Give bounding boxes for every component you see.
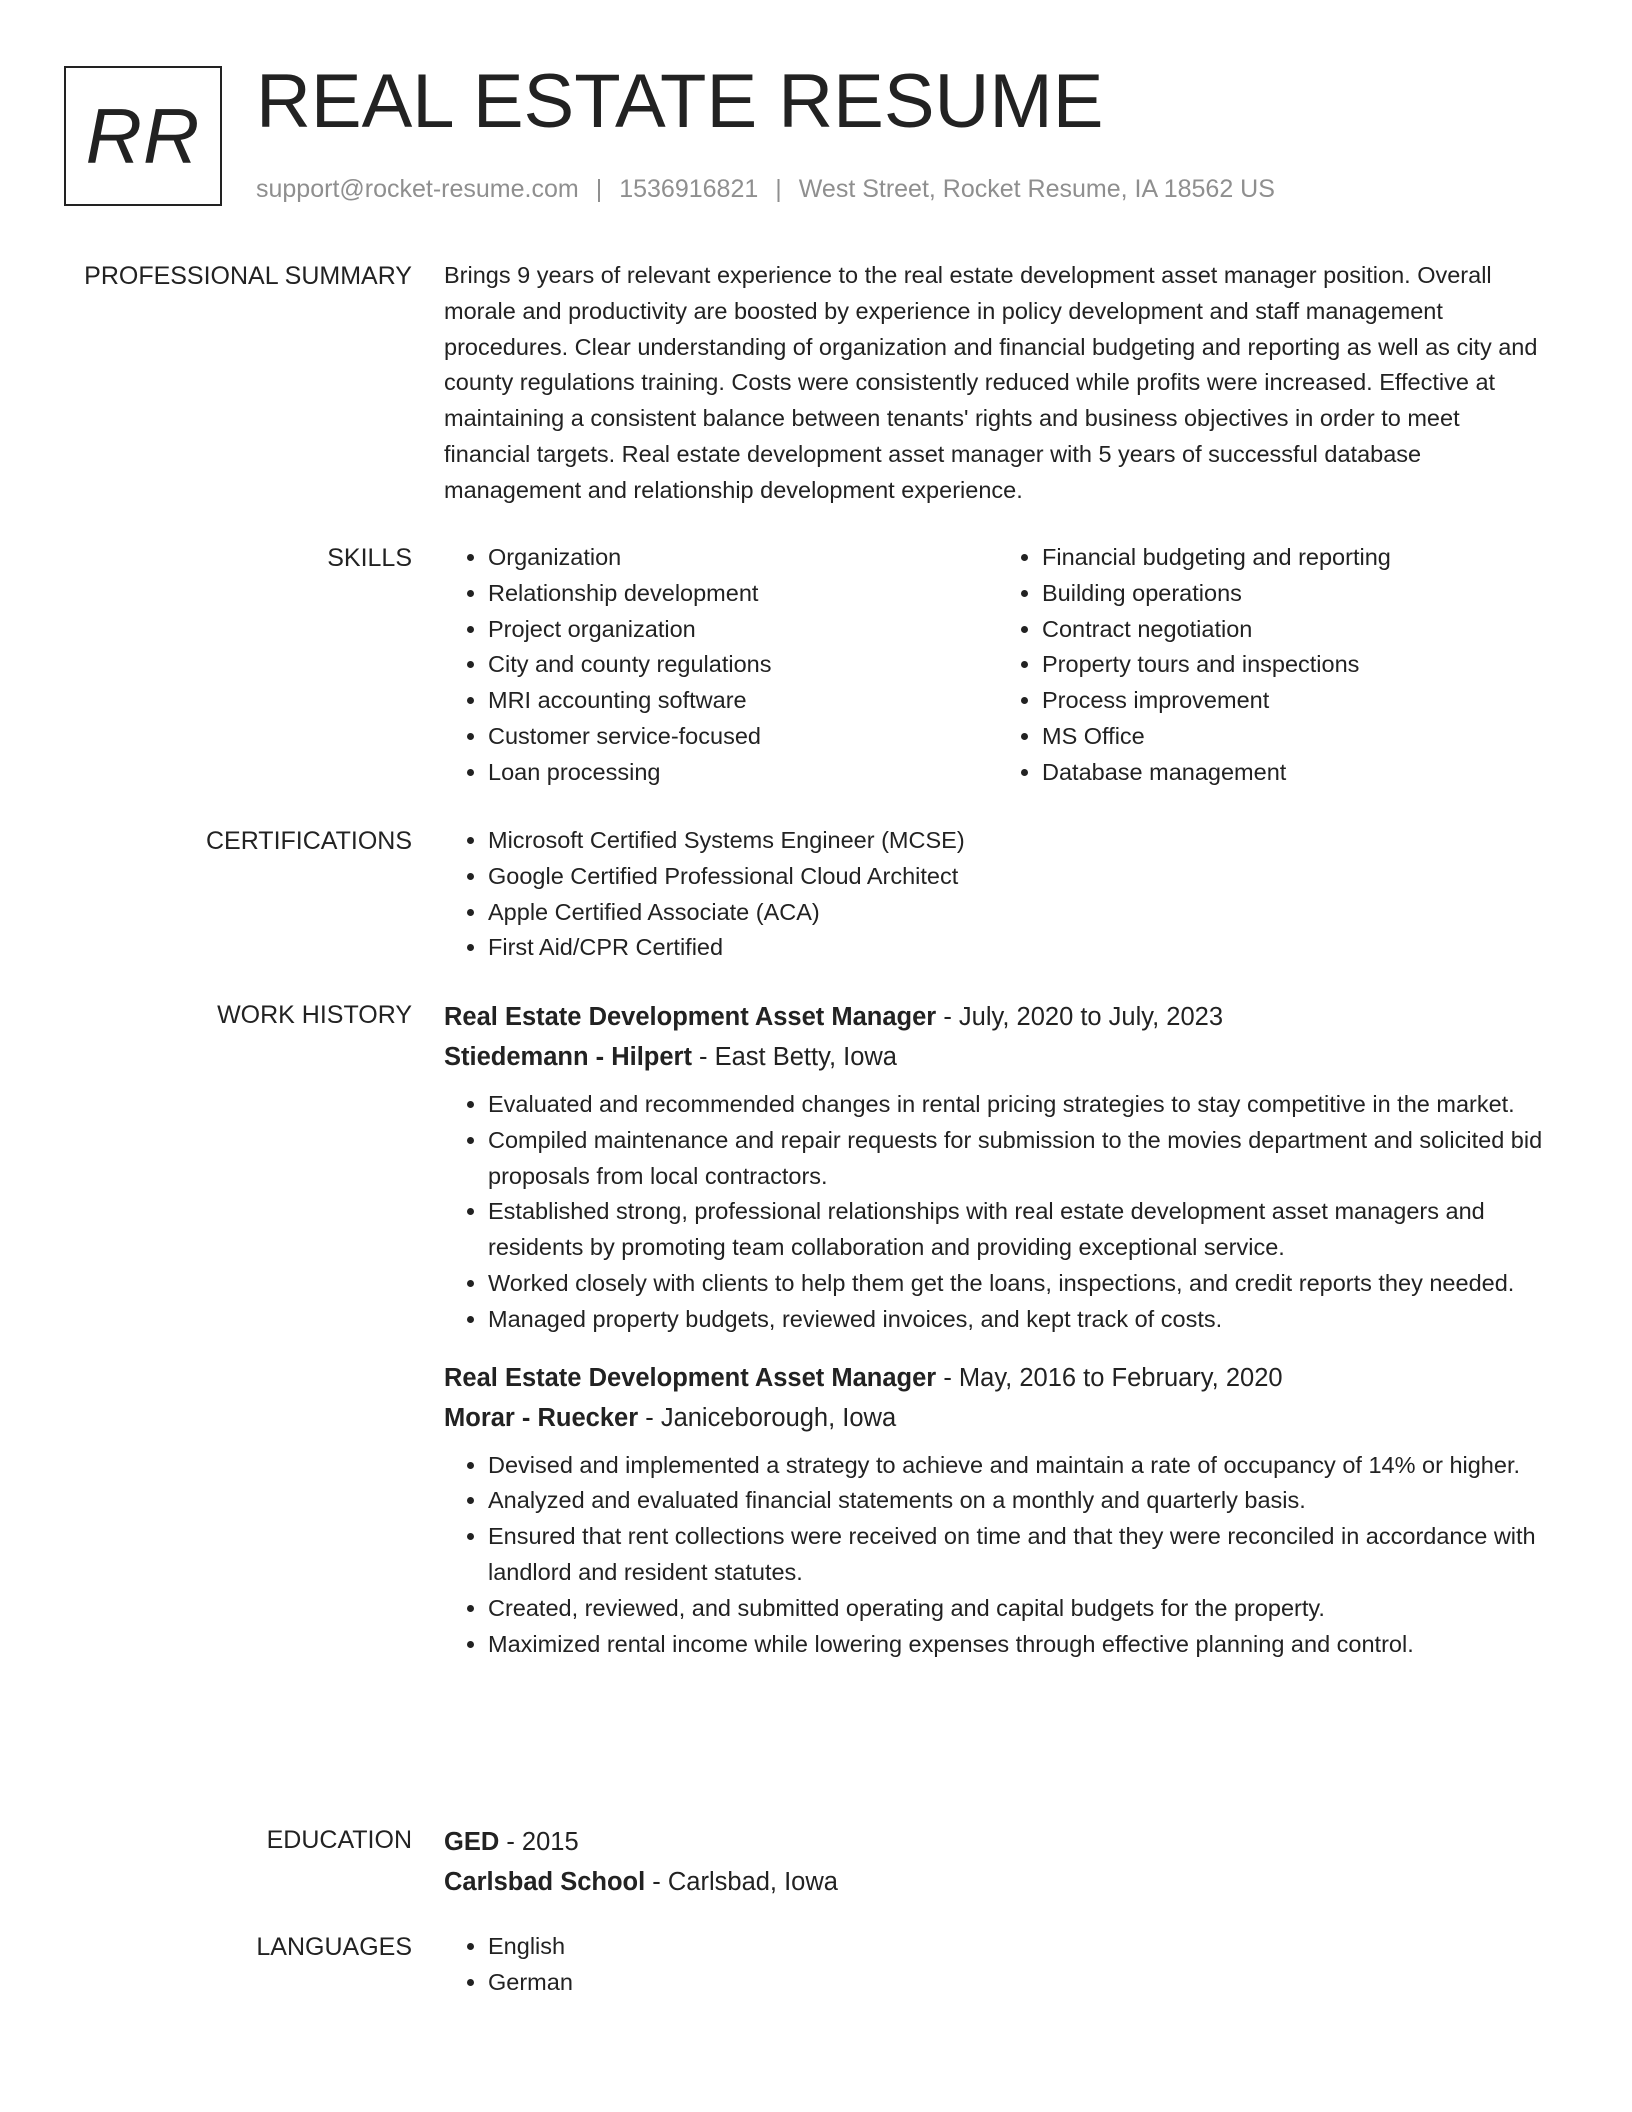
- job-duty: • Devised and implemented a strategy to achieve and maintain a rate of occupancy of 14% or higher.: [488, 1448, 1552, 1484]
- certification-item: • First Aid/CPR Certified: [488, 930, 1552, 966]
- skill-item: • Contract negotiation: [1042, 612, 1552, 648]
- job-entry: [444, 1358, 1552, 1663]
- education-school: Carlsbad School: [444, 1868, 646, 1896]
- language-item: • English: [488, 1929, 1552, 1965]
- summary-text: Brings 9 years of relevant experience to the real estate development asset manager position. Overall morale and productivity are boosted by experience in policy development and staff management procedures. Clear understanding of organization and financial budgeting and reporting as well as city and county regulations training. Costs were consistently reduced while profits were increased. Effective at maintaining a consistent balance between tenants' rights and business objectives in order to meet financial targets. Real estate development asset manager with 5 years of successful database management and relationship development experience.: [444, 262, 1538, 503]
- skill-item: • MS Office: [1042, 719, 1552, 755]
- certifications-label: CERTIFICATIONS: [205, 827, 412, 855]
- job-duty: • Maximized rental income while lowering expenses through effective planning and control.: [488, 1627, 1552, 1663]
- job-title-line: [444, 1358, 1552, 1398]
- job-title: Real Estate Development Asset Manager: [444, 1363, 937, 1392]
- languages-body: [444, 1929, 1552, 2001]
- language-item: • German: [488, 1965, 1552, 2001]
- job-duty: • Analyzed and evaluated financial statements on a monthly and quarterly basis.: [488, 1483, 1552, 1519]
- education-degree-line: [444, 1822, 1552, 1862]
- work-history-label: WORK HISTORY: [217, 1001, 412, 1029]
- education-label: EDUCATION: [266, 1826, 412, 1854]
- skill-item: • City and county regulations: [488, 647, 998, 683]
- job-duty: • Compiled maintenance and repair requests for submission to the movies department and solicited bid proposals from local contractors.: [488, 1123, 1552, 1195]
- certification-item: • Google Certified Professional Cloud Architect: [488, 859, 1552, 895]
- skills-body: [444, 540, 1552, 791]
- job-company: Morar - Ruecker: [444, 1403, 639, 1432]
- skill-item: • Database management: [1042, 755, 1552, 791]
- skills-grid: [444, 540, 1552, 791]
- skills-list-right: [998, 540, 1552, 791]
- job-title: Real Estate Development Asset Manager: [444, 1003, 937, 1031]
- job-duty: • Established strong, professional relationships with real estate development asset managers and residents by promoting team collaboration and providing exceptional service.: [488, 1194, 1552, 1266]
- contact-email: support@rocket-resume.com: [256, 175, 579, 203]
- certifications-body: [444, 823, 1552, 966]
- contact-phone: 1536916821: [619, 175, 759, 203]
- contact-address: West Street, Rocket Resume, IA 18562 US: [798, 175, 1275, 203]
- summary-label: PROFESSIONAL SUMMARY: [84, 262, 412, 290]
- skill-item: • MRI accounting software: [488, 683, 998, 719]
- certification-item: • Microsoft Certified Systems Engineer (MCSE): [488, 823, 1552, 859]
- work-history-body: [444, 997, 1552, 1662]
- skill-item: • Project organization: [488, 612, 998, 648]
- job-duty: • Evaluated and recommended changes in rental pricing strategies to stay competitive in the market.: [488, 1087, 1552, 1123]
- skill-item: • Financial budgeting and reporting: [1042, 540, 1552, 576]
- monogram-logo: RR: [64, 66, 222, 206]
- education-body: [444, 1822, 1552, 1902]
- education-school-line: [444, 1862, 1552, 1902]
- job-location: - East Betty, Iowa: [691, 1043, 897, 1071]
- skill-item: • Relationship development: [488, 576, 998, 612]
- skills-list-left: [444, 540, 998, 791]
- job-company: Stiedemann - Hilpert: [444, 1043, 692, 1071]
- education-degree: GED: [444, 1828, 500, 1856]
- job-duty: • Created, reviewed, and submitted operating and capital budgets for the property.: [488, 1591, 1552, 1627]
- skill-item: • Customer service-focused: [488, 719, 998, 755]
- skill-item: • Process improvement: [1042, 683, 1552, 719]
- job-title-line: [444, 997, 1552, 1037]
- job-company-line: [444, 1037, 1552, 1077]
- job-location: - Janiceborough, Iowa: [638, 1403, 897, 1432]
- skill-item: • Property tours and inspections: [1042, 647, 1552, 683]
- certifications-list: [444, 823, 1552, 966]
- job-company-line: [444, 1398, 1552, 1438]
- languages-label: LANGUAGES: [256, 1933, 412, 1961]
- job-duty: • Managed property budgets, reviewed invoices, and kept track of costs.: [488, 1302, 1552, 1338]
- languages-list: [444, 1929, 1552, 2001]
- skills-label: SKILLS: [327, 544, 412, 572]
- job-dates: - May, 2016 to February, 2020: [936, 1363, 1283, 1392]
- job-dates: - July, 2020 to July, 2023: [936, 1003, 1224, 1031]
- certification-item: • Apple Certified Associate (ACA): [488, 895, 1552, 931]
- resume-title: REAL ESTATE RESUME: [256, 59, 1104, 144]
- skill-item: • Loan processing: [488, 755, 998, 791]
- summary-body: [444, 258, 1552, 509]
- skill-item: • Building operations: [1042, 576, 1552, 612]
- job-duties-list: [444, 1448, 1552, 1663]
- job-entry: [444, 997, 1552, 1338]
- job-duty: • Worked closely with clients to help them get the loans, inspections, and credit reports they needed.: [488, 1266, 1552, 1302]
- contact-line: [256, 172, 1275, 206]
- education-location: - Carlsbad, Iowa: [645, 1868, 838, 1896]
- contact-separator: |: [595, 175, 603, 203]
- contact-separator: |: [775, 175, 782, 203]
- education-year: - 2015: [499, 1828, 579, 1856]
- job-duty: • Ensured that rent collections were received on time and that they were reconciled in accordance with landlord and resident statutes.: [488, 1519, 1552, 1591]
- job-duties-list: [444, 1087, 1552, 1338]
- skill-item: • Organization: [488, 540, 998, 576]
